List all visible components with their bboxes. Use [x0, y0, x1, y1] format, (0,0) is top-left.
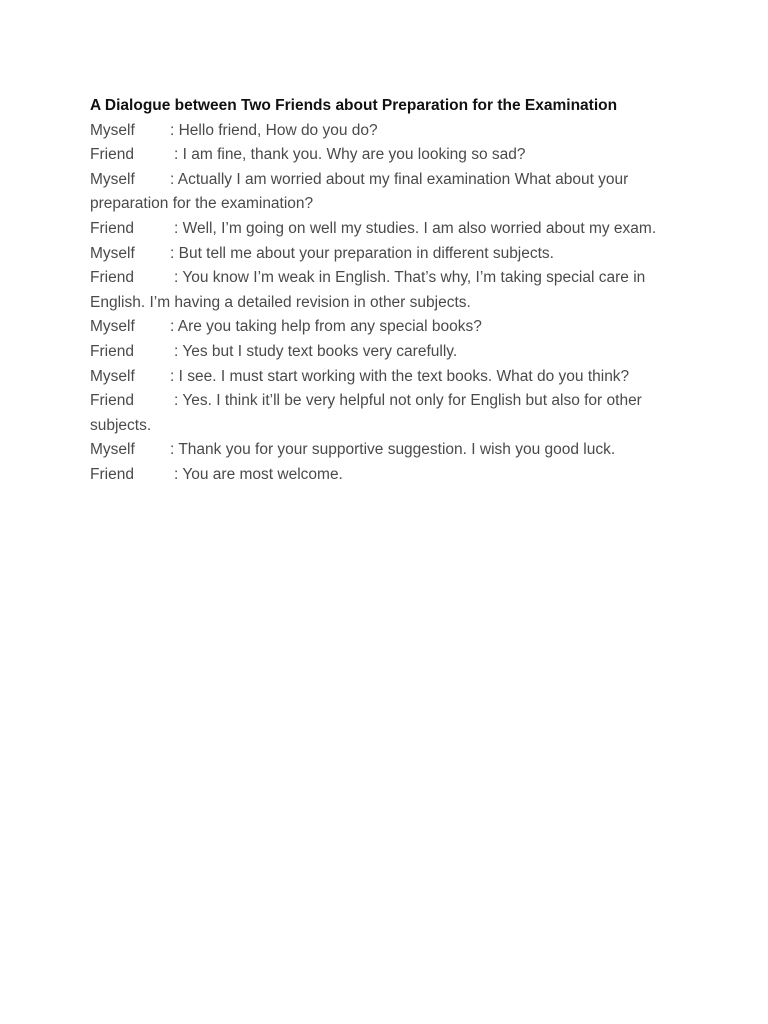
line-text: : Hello friend, How do you do? — [170, 121, 378, 139]
dialogue-line — [90, 389, 680, 414]
line-text: : You know I’m weak in English. That’s why, I’m taking special care in — [174, 269, 646, 287]
dialogue-line — [90, 340, 680, 365]
dialogue-line — [90, 463, 680, 488]
speaker-label: Friend — [90, 269, 134, 287]
dialogue-line — [90, 365, 680, 390]
line-text: preparation for the examination? — [90, 195, 314, 213]
line-text: : Thank you for your supportive suggestion. I wish you good luck. — [170, 441, 616, 459]
speaker-label: Friend — [90, 146, 134, 164]
dialogue-line-continuation — [90, 291, 680, 316]
dialogue-line — [90, 315, 680, 340]
speaker-label: Myself — [90, 121, 135, 139]
speaker-label: Myself — [90, 318, 135, 336]
dialogue-line-continuation — [90, 414, 680, 439]
speaker-label: Myself — [90, 441, 135, 459]
line-text: : Actually I am worried about my final examination What about your — [170, 170, 629, 188]
dialogue-line — [90, 143, 680, 168]
line-text: : I see. I must start working with the text books. What do you think? — [170, 367, 630, 385]
document-page — [90, 94, 680, 488]
dialogue-line — [90, 242, 680, 267]
dialogue-line — [90, 168, 680, 193]
dialogue-line-continuation — [90, 192, 680, 217]
line-text: : I am fine, thank you. Why are you looking so sad? — [174, 146, 526, 164]
line-text: subjects. — [90, 416, 152, 434]
line-text: : Yes. I think it’ll be very helpful not only for English but also for other — [174, 392, 642, 410]
dialogue-line — [90, 119, 680, 144]
dialogue-line — [90, 266, 680, 291]
dialogue-line — [90, 438, 680, 463]
speaker-label: Friend — [90, 465, 134, 483]
speaker-label: Friend — [90, 342, 134, 360]
speaker-label: Myself — [90, 170, 135, 188]
speaker-label: Myself — [90, 367, 135, 385]
line-text: : Well, I’m going on well my studies. I am also worried about my exam. — [174, 219, 657, 237]
speaker-label: Myself — [90, 244, 135, 262]
line-text: : Yes but I study text books very carefully. — [174, 342, 458, 360]
line-text: : But tell me about your preparation in different subjects. — [170, 244, 554, 262]
line-text: English. I’m having a detailed revision in other subjects. — [90, 293, 471, 311]
dialogue-line — [90, 217, 680, 242]
line-text: : You are most welcome. — [174, 465, 343, 483]
document-title: A Dialogue between Two Friends about Preparation for the Examination — [90, 97, 618, 114]
speaker-label: Friend — [90, 392, 134, 410]
line-text: : Are you taking help from any special books? — [170, 318, 482, 336]
dialogue-lines — [90, 119, 680, 488]
speaker-label: Friend — [90, 219, 134, 237]
